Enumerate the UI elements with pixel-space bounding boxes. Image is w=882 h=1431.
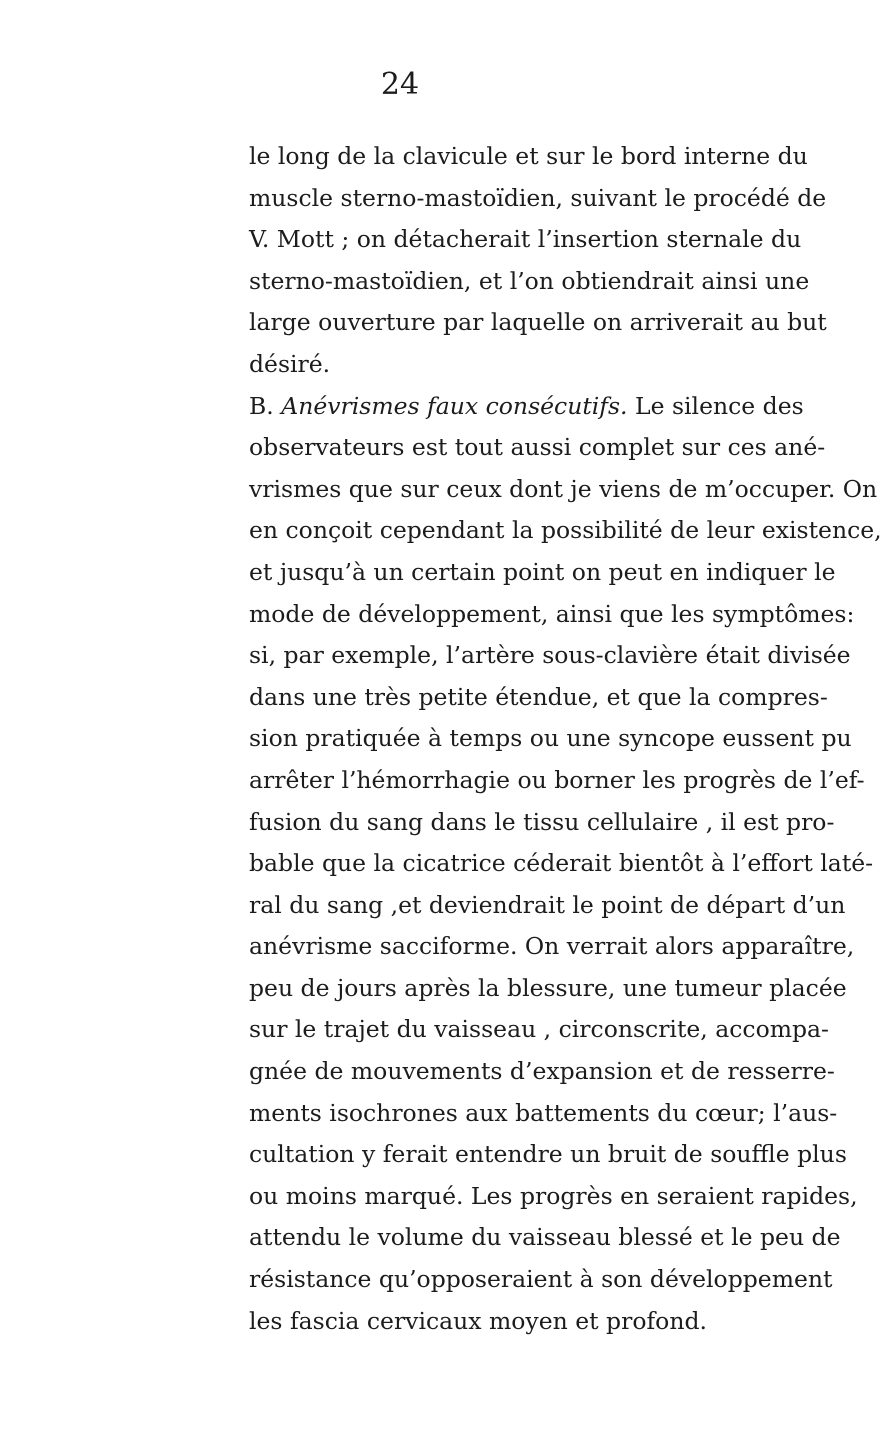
text-line: sion pratiquée à temps ou une syncope eussent pu (249, 724, 852, 753)
section-title: Anévrismes faux consécutifs. (281, 391, 628, 420)
text-line: fusion du sang dans le tissu cellulaire , il est pro- (249, 807, 835, 836)
text-line: attendu le volume du vaisseau blessé et le peu de (249, 1223, 841, 1252)
text-line: vrismes que sur ceux dont je viens de m’occuper. On (249, 474, 878, 503)
text-line: en conçoit cependant la possibilité de leur existence, (249, 516, 882, 545)
text-line: ments isochrones aux battements du cœur; l’aus- (249, 1098, 838, 1127)
text-line: bable que la cicatrice céderait bientôt à l’effort laté- (249, 849, 874, 878)
text-line: désiré. (249, 349, 331, 378)
section-label: B. (249, 391, 274, 420)
text-line: ou moins marqué. Les progrès en seraient rapides, (249, 1181, 858, 1210)
text-line: sur le trajet du vaisseau , circonscrite, accompa- (249, 1015, 829, 1044)
text-line: large ouverture par laquelle on arriverait au but (249, 308, 827, 337)
text-line: arrêter l’hémorrhagie ou borner les progrès de l’ef- (249, 765, 865, 794)
text-line: sterno-mastoïdien, et l’on obtiendrait ainsi une (249, 266, 810, 295)
text-line: dans une très petite étendue, et que la compres- (249, 682, 828, 711)
text-line: mode de développement, ainsi que les symptômes: (249, 599, 855, 628)
text-line: gnée de mouvements d’expansion et de resserre- (249, 1057, 835, 1086)
text-line: si, par exemple, l’artère sous-clavière était divisée (249, 641, 851, 670)
text-line: et jusqu’à un certain point on peut en indiquer le (249, 557, 836, 586)
page-number: 24 (380, 67, 420, 102)
text-line: observateurs est tout aussi complet sur ces ané- (249, 433, 826, 462)
section-heading-line (249, 386, 804, 428)
text-line: résistance qu’opposeraient à son développement (249, 1265, 833, 1294)
text-line: V. Mott ; on détacherait l’insertion sternale du (249, 225, 802, 254)
body-text (249, 136, 882, 1342)
section-heading-rest: Le silence des (635, 391, 804, 420)
text-line: peu de jours après la blessure, une tumeur placée (249, 973, 847, 1002)
text-line: ral du sang ,et deviendrait le point de départ d’un (249, 890, 846, 919)
text-line: anévrisme sacciforme. On verrait alors apparaître, (249, 932, 855, 961)
text-line: muscle sterno-mastoïdien, suivant le procédé de (249, 183, 827, 212)
text-line: les fascia cervicaux moyen et profond. (249, 1306, 707, 1335)
text-line: cultation y ferait entendre un bruit de souffle plus (249, 1140, 847, 1169)
text-line: le long de la clavicule et sur le bord interne du (249, 142, 808, 170)
